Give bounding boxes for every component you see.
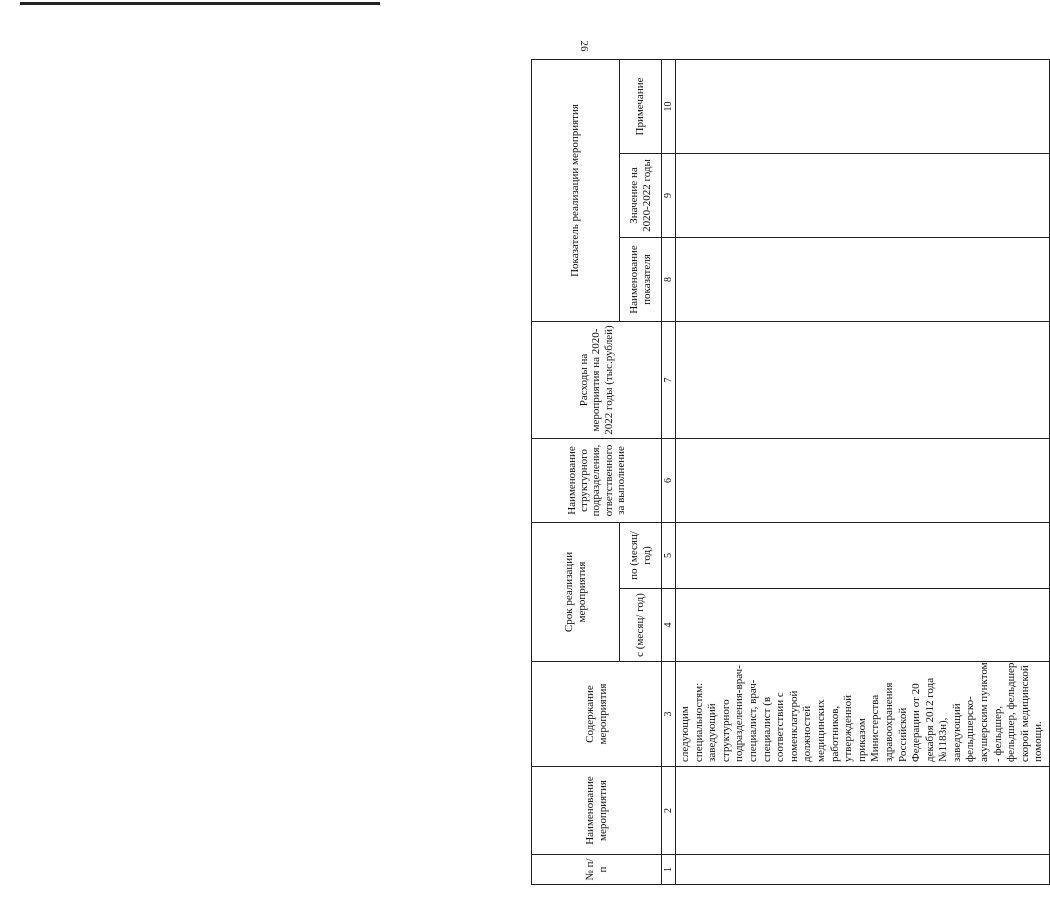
top-rule: [20, 2, 380, 5]
column-number: 5: [662, 523, 676, 589]
content-line: декабря 2012 года: [923, 677, 936, 762]
content-line: медицинских: [814, 699, 827, 762]
content-line: Федерации от 20: [910, 683, 923, 762]
rotated-table-frame: [66, 60, 1045, 885]
content-line: специальностям:: [692, 682, 705, 762]
content-line: Министерства: [869, 694, 882, 762]
column-number: 4: [662, 589, 676, 662]
header-indicator: Показатель реализации мероприятия: [532, 60, 620, 322]
content-line: приказом: [855, 718, 868, 762]
header-indicator-value: Значение на 2020-2022 годы: [620, 154, 662, 238]
cell-content: [676, 662, 1050, 767]
cell-term-from: [676, 589, 1050, 662]
column-number: 9: [662, 154, 676, 238]
cell-term-to: [676, 523, 1050, 589]
content-line: работников,: [828, 705, 841, 762]
cell-unit: [676, 439, 1050, 523]
content-line: помощи.: [1032, 721, 1045, 762]
rotated-table-content: [531, 60, 1045, 885]
content-line: заведующий: [706, 703, 719, 762]
header-term: Срок реализации мероприятия: [532, 523, 620, 662]
column-numbers-row: [662, 60, 676, 885]
cell-indicator-value: [676, 154, 1050, 238]
column-number: 6: [662, 439, 676, 523]
header-content: Содержание мероприятия: [532, 662, 662, 767]
column-number: 1: [662, 855, 676, 885]
content-line: фельдшер, фельдшер: [1005, 662, 1018, 762]
table-row: [676, 60, 1050, 885]
cell-note: [676, 60, 1050, 154]
column-number: 2: [662, 767, 676, 855]
header-note: Примечание: [620, 60, 662, 154]
column-number: 3: [662, 662, 676, 767]
content-line: специалист (в: [760, 696, 773, 762]
content-line: №1183н),: [937, 717, 950, 762]
content-line: должностей: [801, 705, 814, 762]
cell-num: [676, 855, 1050, 885]
cell-name: [676, 767, 1050, 855]
content-line: заведующий: [950, 703, 963, 762]
content-line: здравоохранения: [882, 682, 895, 762]
cell-indicator-name: [676, 238, 1050, 322]
content-line: Российской: [896, 707, 909, 762]
column-number: 7: [662, 322, 676, 439]
measures-table: [531, 59, 1050, 885]
content-line: специалист, врач-: [746, 679, 759, 762]
content-line: скорой медицинской: [1018, 665, 1031, 762]
header-row-1: [532, 60, 620, 885]
content-line: номенклатурой: [787, 690, 800, 762]
column-number: 8: [662, 238, 676, 322]
column-number: 10: [662, 60, 676, 154]
content-line: подразделения-врач-: [733, 665, 746, 762]
header-unit: Наименование структурного подразделения, ответственного за выполнение: [532, 439, 662, 523]
header-indicator-name: Наименование показателя: [620, 238, 662, 322]
content-line: следующим: [679, 706, 691, 762]
header-term-from: с (месяц/ год): [620, 589, 662, 662]
page-number: 26: [578, 40, 590, 52]
content-line: фельдшерско-: [964, 696, 977, 762]
header-term-to: по (месяц/ год): [620, 523, 662, 589]
cell-costs: [676, 322, 1050, 439]
content-line: соответствии с: [774, 692, 787, 762]
content-line: утвержденной: [842, 694, 855, 762]
content-line: - фельдшер,: [991, 705, 1004, 762]
header-name: Наименование мероприятия: [532, 767, 662, 855]
header-costs: Расходы на мероприятия на 2020-2022 годы (тыс.рублей): [532, 322, 662, 439]
content-line: структурного: [719, 699, 732, 762]
header-num: № п/ п: [532, 855, 662, 885]
content-line: акушерским пунктом: [978, 662, 991, 762]
